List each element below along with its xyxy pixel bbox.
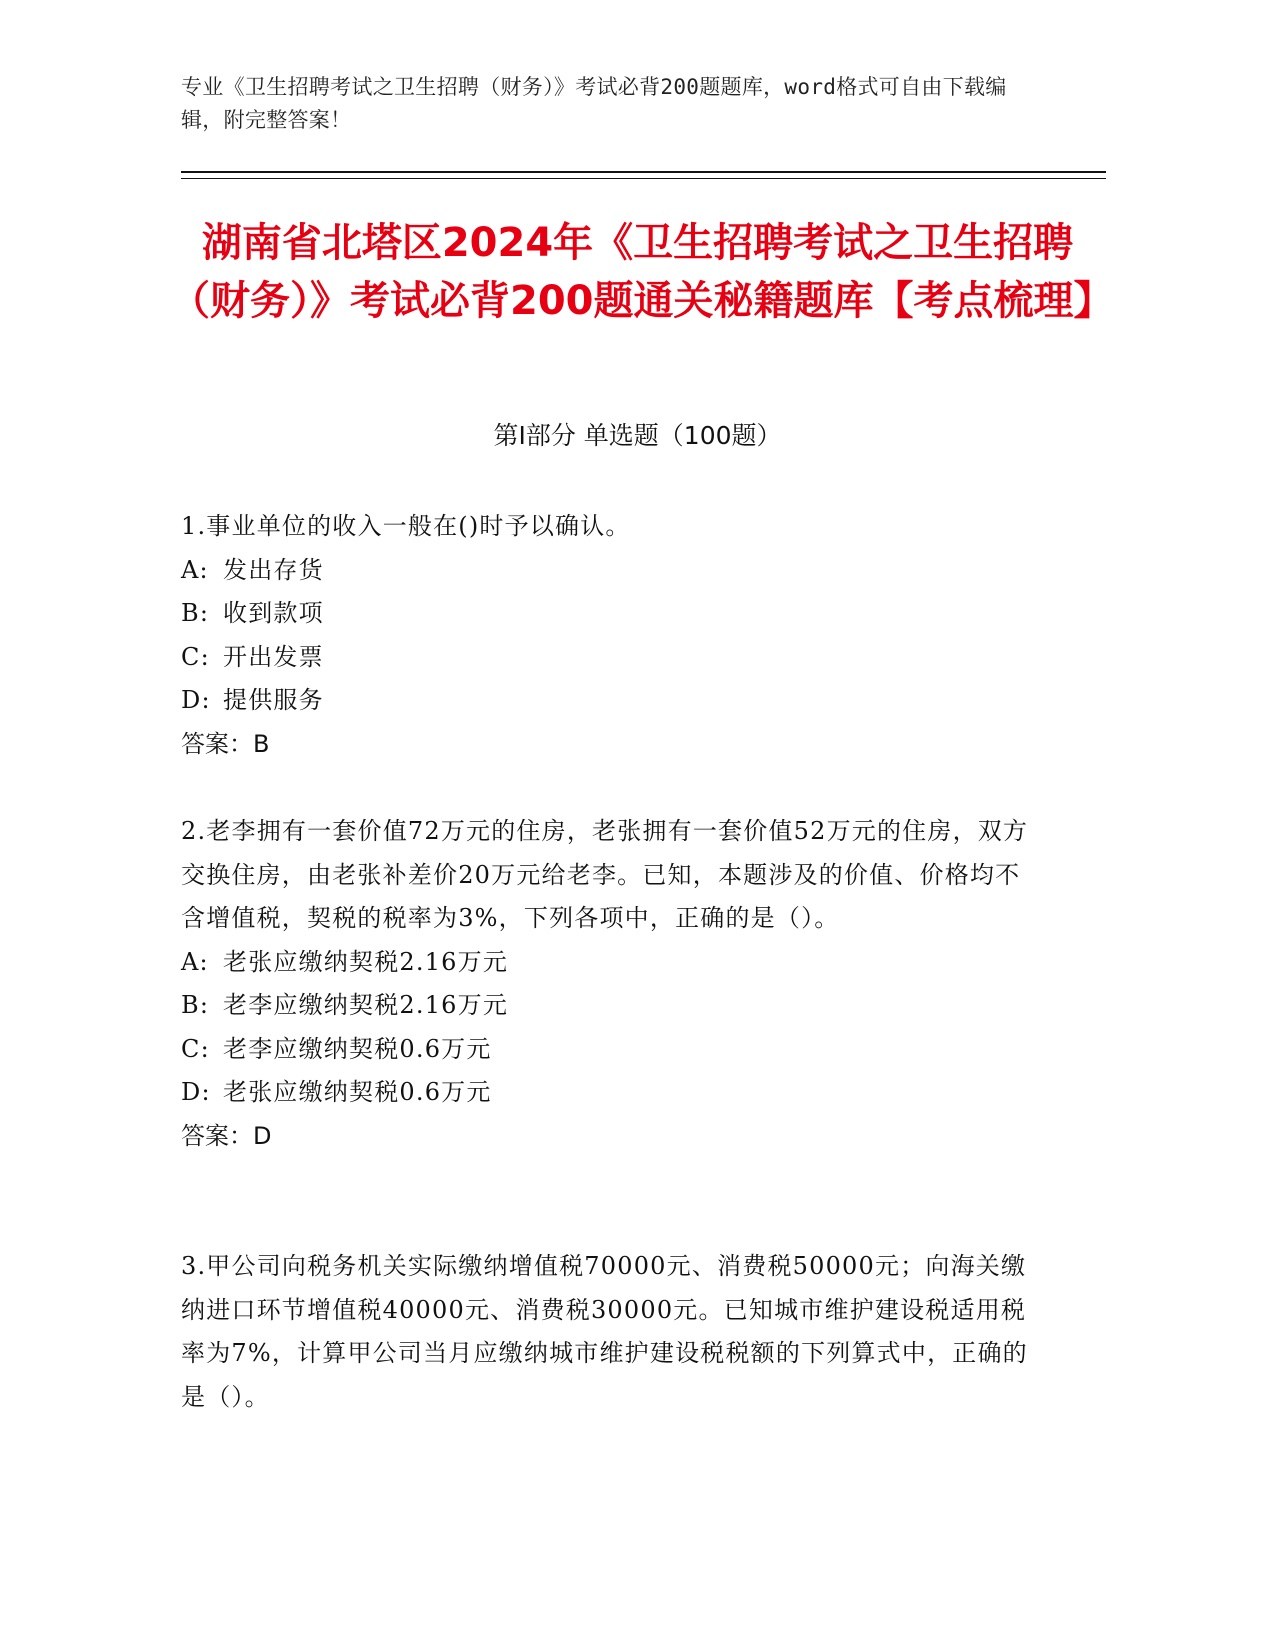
question-text: 3.甲公司向税务机关实际缴纳增值税70000元、消费税50000元；向海关缴纳进口环节增值税40000元、消费税30000元。已知城市维护建设税适用税率为7%，计算甲公司当月应缴纳城市维护建设税税额的下列算式中，正确的是（）。	[181, 1252, 1028, 1411]
option-key: C:	[181, 1034, 210, 1063]
section-heading: 第Ⅰ部分 单选题（100题）	[493, 421, 782, 450]
header-note: 专业《卫生招聘考试之卫生招聘（财务）》考试必背200题题库，word格式可自由下载编辑，附完整答案！	[181, 75, 1007, 132]
option-key: D:	[181, 686, 211, 714]
option-a	[181, 549, 1041, 593]
answer: 答案：B	[181, 729, 270, 758]
option-text: 收到款项	[223, 599, 324, 627]
answer: 答案：D	[181, 1121, 272, 1150]
option-text: 老张应缴纳契税2.16万元	[223, 947, 509, 976]
option-key: C:	[181, 642, 210, 671]
option-c	[181, 1028, 1041, 1072]
option-d	[181, 1071, 1041, 1115]
option-text: 发出存货	[223, 555, 324, 584]
option-text: 老张应缴纳契税0.6万元	[223, 1078, 492, 1106]
question-2	[181, 810, 1041, 1158]
header-divider-thick	[181, 171, 1106, 173]
question-text: 1.事业单位的收入一般在()时予以确认。	[181, 512, 631, 540]
option-b	[181, 984, 1041, 1028]
document-title: 湖南省北塔区2024年《卫生招聘考试之卫生招聘（财务）》考试必背200题通关秘籍题库【考点梳理】	[170, 220, 1114, 324]
option-key: B:	[181, 991, 210, 1019]
question-3	[181, 1245, 1041, 1419]
option-b	[181, 592, 1041, 636]
option-key: A:	[181, 555, 209, 584]
question-text: 2.老李拥有一套价值72万元的住房，老张拥有一套价值52万元的住房，双方交换住房，由老张补差价20万元给老李。已知，本题涉及的价值、价格均不含增值税，契税的税率为3%，下列各项中，正确的是（）。	[181, 817, 1029, 932]
option-text: 老李应缴纳契税2.16万元	[223, 991, 509, 1019]
option-text: 老李应缴纳契税0.6万元	[223, 1034, 492, 1063]
option-text: 提供服务	[223, 686, 324, 714]
option-key: B:	[181, 599, 210, 627]
option-key: A:	[181, 947, 209, 976]
option-text: 开出发票	[223, 642, 324, 671]
question-1	[181, 505, 1041, 766]
option-a	[181, 941, 1041, 985]
option-c	[181, 636, 1041, 680]
option-d	[181, 679, 1041, 723]
option-key: D:	[181, 1078, 211, 1106]
header-divider-thin	[181, 178, 1106, 179]
